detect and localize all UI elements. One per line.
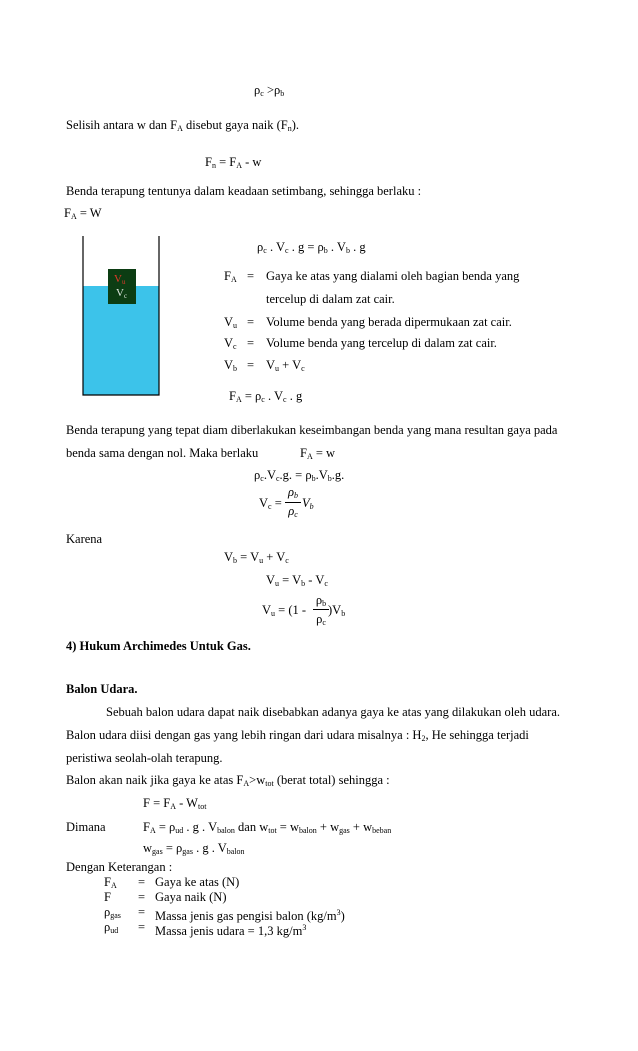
formula-fn: $F_n = F_A - w$ [205, 155, 262, 170]
formula-fa-w: $F_A = W$ [64, 206, 102, 221]
formula-fa-w-2: $F_A = w$ [300, 446, 336, 461]
formula-vu-rhs: )$V_b$ [328, 603, 346, 618]
paragraph-3: peristiwa seolah-olah terapung. [66, 751, 223, 765]
def-fa-text-2: tercelup di dalam zat cair. [266, 292, 395, 306]
formula-vc-vb: $V_b$ [302, 496, 314, 511]
legend-sym-rho-ud: $\rho_{ud}$ [104, 920, 119, 935]
formula-wgas: $w_{gas} = \rho_{gas}$ . g . $V_{balon}$ [143, 841, 245, 856]
formula-fa-rho: $F_A = \rho_c$ . $V_c$ . g [229, 389, 303, 404]
formula-vu-diff: $V_u = V_b - V_c$ [266, 573, 328, 588]
def-fa-eq: = [247, 269, 255, 283]
formula-fa-wtot: $F_A = \rho_{ud}$ . g . $V_{balon}$ dan $w_{tot} = w_{balon} + w_{gas} + w_{beban}$ [143, 820, 392, 835]
formula-balance-2: $\rho_c.V_c.g$. = $\rho_b.V_b.g$. [254, 468, 345, 483]
def-vu-symbol: $V_u$ [224, 315, 238, 330]
text-dimana: Dimana [66, 820, 106, 834]
text-terapung: Benda terapung tentunya dalam keadaan setimbang, sehingga berlaku : [66, 184, 422, 198]
subheading-balon: Balon Udara. [66, 682, 138, 696]
legend-eq-2: = [138, 890, 146, 904]
def-vu-text: Volume benda yang berada dipermukaan zat cair. [266, 315, 512, 329]
fraction-vu-denominator: $\rho_c$ [316, 612, 326, 627]
formula-vu-lhs: $V_u = (1$ - [262, 603, 307, 618]
formula-equilibrium: $\rho_c$ . $V_c$ . $g = \rho_b$ . $V_b$ . g [257, 240, 366, 255]
legend-text-rho-ud: Massa jenis udara = 1,3 $kg/m^3$ [155, 923, 307, 938]
fraction-vc-denominator: $\rho_c$ [288, 504, 298, 519]
density-inequality: $\rho_c >\rho_b$ [254, 83, 285, 98]
legend-sym-fa: $F_A$ [104, 875, 117, 890]
def-fa-text: Gaya ke atas yang dialami oleh bagian benda yang [266, 269, 520, 283]
legend-text-f: Gaya naik (N) [155, 890, 227, 904]
legend-eq-1: = [138, 875, 146, 889]
def-vc-symbol: $V_c$ [224, 336, 237, 351]
paragraph-4: Balon akan naik jika gaya ke atas $F_A>w_{tot}$ (berat total) sehingga : [66, 773, 390, 788]
legend-eq-3: = [138, 905, 146, 919]
def-vb-text: $V_u + V_c$ [266, 358, 305, 373]
label-vu: Vu [114, 273, 126, 286]
def-vu-eq: = [247, 315, 255, 329]
formula-vb-sum: $V_b = V_u + V_c$ [224, 550, 289, 565]
fraction-vu-numerator: $\rho_b$ [315, 593, 327, 608]
text-maka-berlaku: benda sama dengan nol. Maka berlaku [66, 446, 259, 460]
paragraph-2: Balon udara diisi dengan gas yang lebih ringan dari udara misalnya : $H_2$, He sehingga terjadi [66, 728, 529, 743]
beaker-diagram [82, 236, 160, 396]
legend-sym-f: F [104, 890, 111, 904]
formula-vc-lhs: $V_c$ = [259, 496, 282, 511]
formula-f: $F = F_A - W_{tot}$ [143, 796, 207, 811]
fraction-bar [285, 502, 301, 503]
def-fa-symbol: $F_A$ [224, 269, 237, 284]
legend-text-fa: Gaya ke atas (N) [155, 875, 240, 889]
def-vb-eq: = [247, 358, 255, 372]
label-vc: Vc [116, 287, 128, 300]
legend-sym-rho-gas: $\rho_{gas}$ [104, 905, 121, 920]
text-benda-terapung: Benda terapung yang tepat diam diberlakukan keseimbangan benda yang mana resultan gaya pada [66, 423, 558, 437]
legend-eq-4: = [138, 920, 146, 934]
legend-text-rho-gas: Massa jenis gas pengisi balon $(kg/m^3)$ [155, 908, 345, 923]
def-vc-text: Volume benda yang tercelup di dalam zat cair. [266, 336, 497, 350]
paragraph-1: Sebuah balon udara dapat naik disebabkan adanya gaya ke atas yang dilakukan oleh udara. [106, 705, 560, 719]
text-selisih: Selisih antara w dan $F_A$ disebut gaya naik $(F_n)$. [66, 118, 300, 133]
fraction-bar-2 [313, 609, 329, 610]
def-vc-eq: = [247, 336, 255, 350]
beaker-figure [82, 236, 160, 396]
section-heading: 4) Hukum Archimedes Untuk Gas. [66, 639, 251, 653]
text-karena: Karena [66, 532, 103, 546]
def-vb-symbol: $V_b$ [224, 358, 238, 373]
text-keterangan: Dengan Keterangan : [66, 860, 173, 874]
fraction-vc-numerator: $\rho_b$ [288, 485, 298, 500]
